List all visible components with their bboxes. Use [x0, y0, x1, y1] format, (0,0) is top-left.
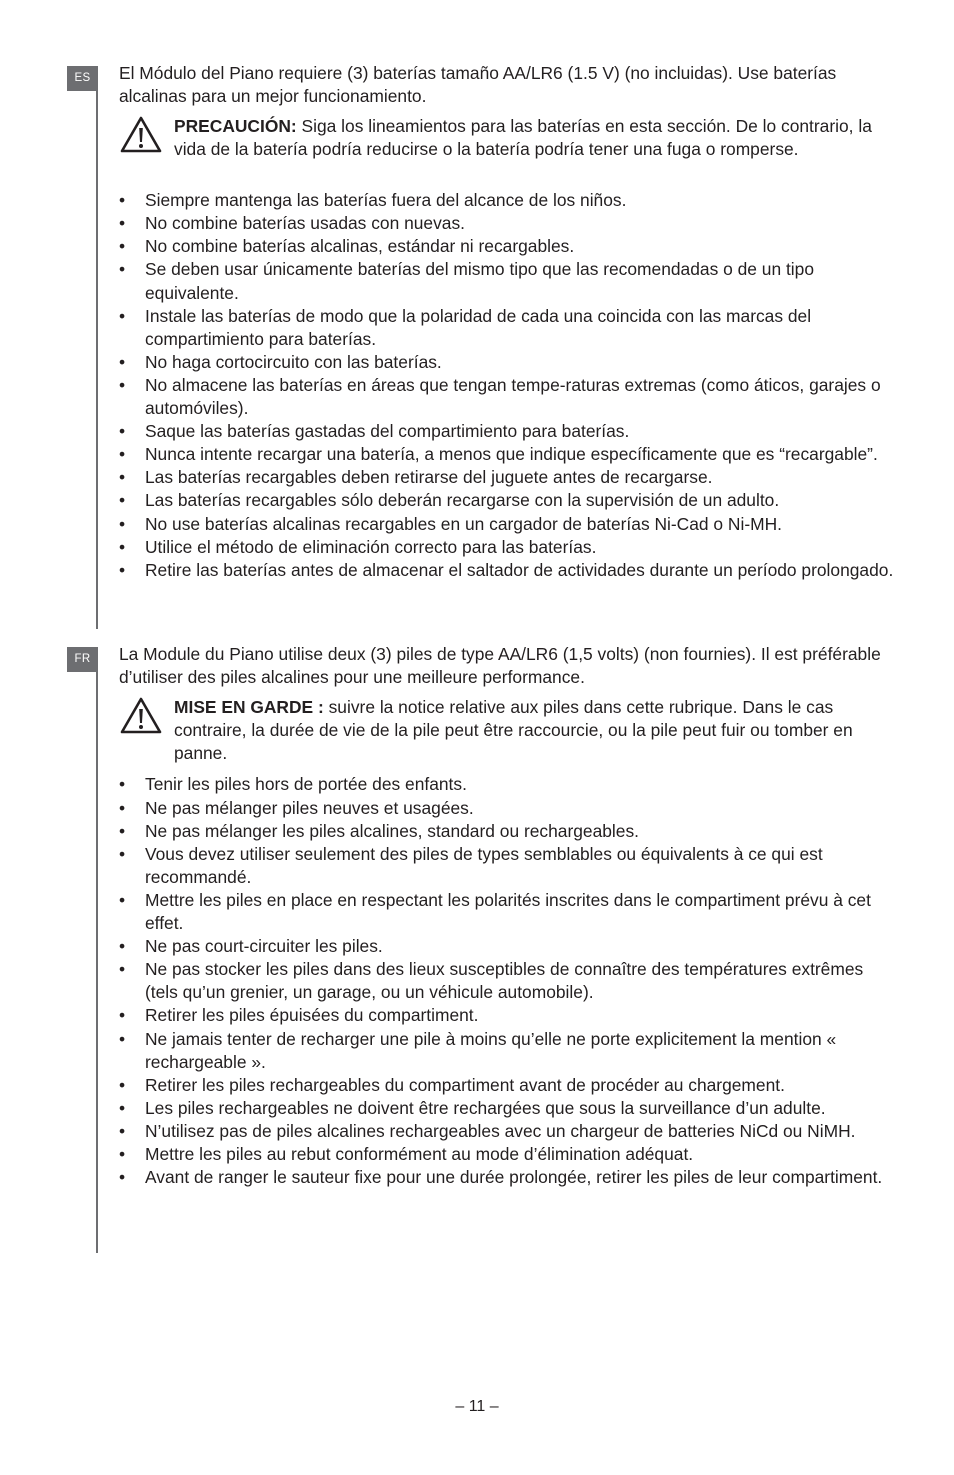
bullet-marker: • — [119, 259, 126, 280]
bullet-marker: • — [119, 1028, 126, 1049]
caution-label: MISE EN GARDE : — [174, 697, 324, 718]
bullet-marker: • — [119, 421, 126, 442]
list-item-text: No haga cortocircuito con las baterías. — [145, 351, 442, 372]
caution-block — [119, 696, 894, 765]
warning-triangle-icon — [119, 696, 163, 736]
bullet-list — [119, 189, 894, 582]
bullet-marker: • — [119, 490, 126, 511]
bullet-marker: • — [119, 1005, 126, 1026]
list-item — [119, 189, 894, 212]
list-item-text: Siempre mantenga las baterías fuera del alcance de los niños. — [145, 190, 627, 211]
list-item — [119, 351, 894, 374]
list-item-text: Avant de ranger le sauteur fixe pour une durée prolongée, retirer les piles de leur compartiment. — [145, 1167, 883, 1188]
language-tab-fr: FR — [67, 647, 98, 672]
list-item-text: Vous devez utiliser seulement des piles de types semblables ou équivalents à ce qui est recommandé. — [145, 843, 823, 887]
list-item — [119, 1004, 894, 1027]
list-item-text: Les piles rechargeables ne doivent être rechargées que sous la surveillance d’un adulte. — [145, 1097, 826, 1118]
warning-triangle-icon — [119, 115, 163, 155]
bullet-marker: • — [119, 797, 126, 818]
list-item — [119, 1166, 894, 1189]
bullet-marker: • — [119, 513, 126, 534]
bullet-marker: • — [119, 1143, 126, 1164]
list-item-text: Nunca intente recargar una batería, a menos que indique específicamente que es “recargable”. — [145, 444, 878, 465]
bullet-marker: • — [119, 444, 126, 465]
list-item — [119, 466, 894, 489]
section-rule-es — [96, 66, 98, 629]
list-item — [119, 843, 894, 889]
bullet-marker: • — [119, 774, 126, 795]
list-item-text: Mettre les piles au rebut conformément au mode d’élimination adéquat. — [145, 1143, 694, 1164]
list-item-text: Tenir les piles hors de portée des enfants. — [145, 774, 467, 795]
list-item-text: Las baterías recargables sólo deberán recargarse con la supervisión de un adulto. — [145, 490, 780, 511]
list-item — [119, 1120, 894, 1143]
list-item-text: N’utilisez pas de piles alcalines rechargeables avec un chargeur de batteries NiCd ou NiMH. — [145, 1120, 856, 1141]
list-item — [119, 305, 894, 351]
caution-text — [174, 115, 894, 161]
section-content-es — [119, 62, 894, 582]
page-number: – 11 – — [455, 1398, 499, 1415]
list-item — [119, 513, 894, 536]
bullet-marker: • — [119, 843, 126, 864]
section-content-fr — [119, 643, 894, 1189]
list-item — [119, 1074, 894, 1097]
list-item-text: Ne pas stocker les piles dans des lieux susceptibles de connaître des températures extrêmes (tels qu’un grenier, un garage, ou un véhicule automobile). — [145, 959, 864, 1003]
caution-label: PRECAUCIÓN: — [174, 116, 297, 137]
bullet-list — [119, 773, 894, 1189]
list-item-text: Retirer les piles rechargeables du compartiment avant de procéder au chargement. — [145, 1074, 785, 1095]
intro-text: La Module du Piano utilise deux (3) piles de type AA/LR6 (1,5 volts) (non fournies). Il est préférable d’utiliser des piles alcalines pour une meilleure performance. — [119, 644, 881, 688]
list-item-text: Retirer les piles épuisées du compartiment. — [145, 1005, 479, 1026]
list-item-text: No use baterías alcalinas recargables en un cargador de baterías Ni-Cad o Ni-MH. — [145, 513, 783, 534]
bullet-marker: • — [119, 1074, 126, 1095]
bullet-marker: • — [119, 190, 126, 211]
list-item — [119, 935, 894, 958]
list-item-text: Se deben usar únicamente baterías del mismo tipo que las recomendadas o de un tipo equivalente. — [145, 259, 814, 303]
list-item-text: No combine baterías alcalinas, estándar ni recargables. — [145, 236, 575, 257]
list-item — [119, 559, 894, 582]
list-item-text: Ne jamais tenter de recharger une pile à moins qu’elle ne porte explicitement la mention « rechargeable ». — [145, 1028, 837, 1072]
bullet-marker: • — [119, 236, 126, 257]
bullet-marker: • — [119, 374, 126, 395]
caution-body: Siga los lineamientos para las baterías en esta sección. De lo contrario, la vida de la batería podría reducirse o la batería podría tener una fuga o romperse. — [174, 116, 872, 160]
list-item — [119, 443, 894, 466]
bullet-marker: • — [119, 467, 126, 488]
list-item-text: No almacene las baterías en áreas que tengan tempe-raturas extremas (como áticos, garajes o automóviles). — [145, 374, 881, 419]
list-item — [119, 1028, 894, 1074]
bullet-marker: • — [119, 889, 126, 910]
caution-text — [174, 696, 894, 765]
list-item — [119, 820, 894, 843]
list-item — [119, 489, 894, 512]
list-item-text: Instale las baterías de modo que la polaridad de cada una coincida con las marcas del compartimiento para baterías. — [145, 305, 812, 349]
bullet-marker: • — [119, 351, 126, 372]
bullet-marker: • — [119, 1167, 126, 1188]
list-item — [119, 536, 894, 559]
list-item-text: Retire las baterías antes de almacenar el saltador de actividades durante un período prolongado. — [145, 559, 894, 580]
list-item — [119, 958, 894, 1004]
list-item — [119, 797, 894, 820]
list-item-text: Las baterías recargables deben retirarse del juguete antes de recargarse. — [145, 467, 713, 488]
bullet-marker: • — [119, 820, 126, 841]
list-item — [119, 235, 894, 258]
caution-body: suivre la notice relative aux piles dans cette rubrique. Dans le cas contraire, la durée de vie de la pile peut être raccourcie, ou la pile peut fuir ou tomber en panne. — [174, 697, 853, 764]
bullet-marker: • — [119, 936, 126, 957]
list-item — [119, 258, 894, 304]
list-item-text: Utilice el método de eliminación correcto para las baterías. — [145, 536, 597, 557]
list-item — [119, 420, 894, 443]
caution-block — [119, 115, 894, 181]
list-item — [119, 1143, 894, 1166]
section-rule-fr — [96, 647, 98, 1253]
list-item — [119, 1097, 894, 1120]
bullet-marker: • — [119, 305, 126, 326]
bullet-marker: • — [119, 1120, 126, 1141]
list-item — [119, 773, 894, 796]
language-tab-es: ES — [67, 66, 98, 91]
intro-text: El Módulo del Piano requiere (3) baterías tamaño AA/LR6 (1.5 V) (no incluidas). Use baterías alcalinas para un mejor funcionamiento. — [119, 63, 837, 107]
bullet-marker: • — [119, 1097, 126, 1118]
bullet-marker: • — [119, 536, 126, 557]
bullet-marker: • — [119, 959, 126, 980]
list-item-text: Ne pas mélanger piles neuves et usagées. — [145, 797, 474, 818]
list-item-text: Mettre les piles en place en respectant les polarités inscrites dans le compartiment prévu à cet effet. — [145, 889, 871, 934]
bullet-marker: • — [119, 213, 126, 234]
list-item — [119, 374, 894, 420]
list-item — [119, 212, 894, 235]
list-item-text: Ne pas mélanger les piles alcalines, standard ou rechargeables. — [145, 820, 639, 841]
list-item-text: Saque las baterías gastadas del compartimiento para baterías. — [145, 421, 630, 442]
list-item — [119, 889, 894, 935]
list-item-text: Ne pas court-circuiter les piles. — [145, 936, 383, 957]
list-item-text: No combine baterías usadas con nuevas. — [145, 213, 465, 234]
bullet-marker: • — [119, 559, 126, 580]
